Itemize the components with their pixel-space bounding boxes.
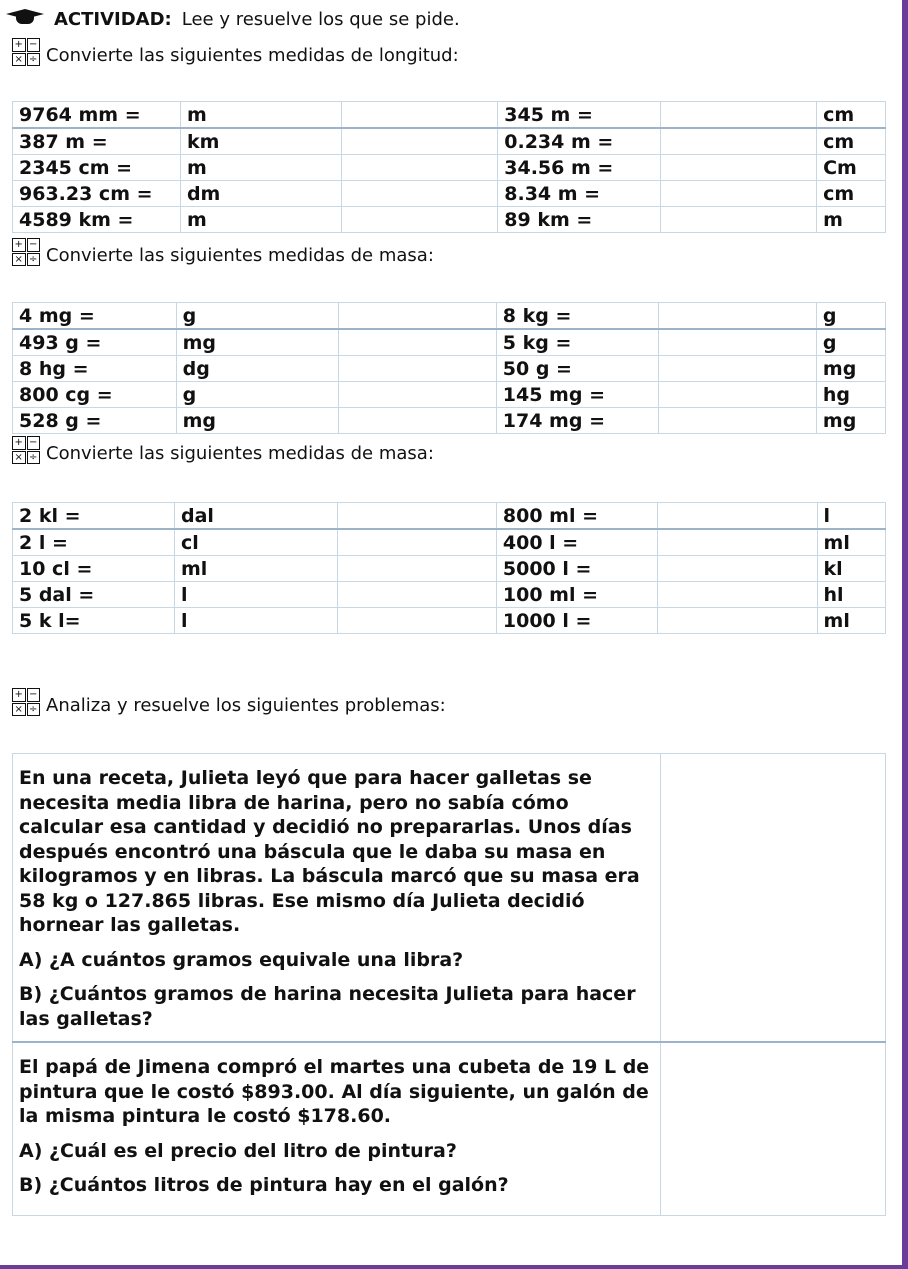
answer-blank[interactable] [341,128,498,155]
target-unit: g [176,382,338,408]
graduation-cap-icon [6,9,46,29]
calculator-icon: + − × ÷ [12,38,40,66]
answer-blank[interactable] [337,582,496,608]
target-unit: dm [180,181,341,207]
section-title-capacity: + − × ÷ Convierte las siguientes medidas de masa: [12,436,434,464]
length-conversion-table [12,101,886,233]
section-title-length: + − × ÷ Convierte las siguientes medidas de longitud: [12,38,459,66]
given-quantity: 400 l = [496,529,657,556]
answer-blank[interactable] [337,529,496,556]
problem-row [13,1042,886,1216]
target-unit: l [175,608,338,634]
target-unit: dal [175,503,338,530]
target-unit: mg [816,408,885,434]
conversion-row [13,303,886,330]
answer-blank[interactable] [658,382,816,408]
problem-statement: El papá de Jimena compró el martes una cubeta de 19 L de pintura que le costó $893.00. Al día siguiente, un galón de la misma pintura le costó $178.60. [19,1056,650,1127]
target-unit: m [817,207,886,233]
answer-blank[interactable] [337,556,496,582]
section-title-mass: + − × ÷ Convierte las siguientes medidas de masa: [12,238,434,266]
conversion-row [13,329,886,356]
problem-question-a: A) ¿A cuántos gramos equivale una libra? [19,948,464,971]
target-unit: Cm [817,155,886,181]
given-quantity: 800 cg = [13,382,177,408]
conversion-row [13,102,886,129]
given-quantity: 1000 l = [496,608,657,634]
target-unit: dg [176,356,338,382]
given-quantity: 345 m = [498,102,660,129]
given-quantity: 2 kl = [13,503,175,530]
answer-blank[interactable] [660,207,817,233]
given-quantity: 34.56 m = [498,155,660,181]
answer-cell[interactable] [661,1042,886,1216]
given-quantity: 9764 mm = [13,102,181,129]
problem-question-cell [13,754,661,1043]
answer-blank[interactable] [658,582,817,608]
target-unit: cm [817,128,886,155]
conversion-row [13,582,886,608]
answer-blank[interactable] [338,356,496,382]
target-unit: mg [176,329,338,356]
given-quantity: 0.234 m = [498,128,660,155]
target-unit: g [816,329,885,356]
conversion-row [13,181,886,207]
target-unit: g [816,303,885,330]
given-quantity: 100 ml = [496,582,657,608]
answer-blank[interactable] [660,155,817,181]
answer-blank[interactable] [658,303,816,330]
given-quantity: 2 l = [13,529,175,556]
conversion-row [13,408,886,434]
section-title-problems: + − × ÷ Analiza y resuelve los siguientes problemas: [12,688,446,716]
problem-question-a: A) ¿Cuál es el precio del litro de pintura? [19,1139,457,1162]
conversion-row [13,356,886,382]
given-quantity: 5000 l = [496,556,657,582]
given-quantity: 2345 cm = [13,155,181,181]
activity-header [6,4,460,34]
conversion-row [13,207,886,233]
answer-blank[interactable] [338,303,496,330]
page-bottom-border [0,1265,908,1269]
problems-table [12,753,886,1216]
answer-blank[interactable] [338,329,496,356]
answer-blank[interactable] [658,408,816,434]
target-unit: ml [817,529,885,556]
activity-instruction: Lee y resuelve los que se pide. [181,8,460,30]
answer-blank[interactable] [658,529,817,556]
given-quantity: 5 k l= [13,608,175,634]
target-unit: l [817,503,885,530]
answer-blank[interactable] [341,102,498,129]
answer-blank[interactable] [337,503,496,530]
answer-blank[interactable] [658,608,817,634]
given-quantity: 5 kg = [496,329,658,356]
target-unit: m [180,207,341,233]
capacity-conversion-table [12,502,886,634]
target-unit: km [180,128,341,155]
given-quantity: 800 ml = [496,503,657,530]
problem-question-cell [13,1042,661,1216]
page-right-border [902,0,908,1269]
target-unit: m [180,102,341,129]
given-quantity: 4589 km = [13,207,181,233]
answer-blank[interactable] [338,408,496,434]
answer-blank[interactable] [658,503,817,530]
target-unit: ml [175,556,338,582]
answer-blank[interactable] [660,128,817,155]
problem-row [13,754,886,1043]
answer-blank[interactable] [341,155,498,181]
given-quantity: 89 km = [498,207,660,233]
problem-statement: En una receta, Julieta leyó que para hacer galletas se necesita media libra de harina, pero no sabía cómo calcular esa cantidad y decidió no prepararlas. Unos días después encontró una báscula que le daba su masa en kilogramos y en libras. La báscula marcó que su masa era 58 kg o 127.865 libras. Ese mismo día Julieta decidió hornear las galletas. [19,767,640,936]
given-quantity: 387 m = [13,128,181,155]
conversion-row [13,608,886,634]
target-unit: mg [816,356,885,382]
given-quantity: 145 mg = [496,382,658,408]
problem-question-b: B) ¿Cuántos gramos de harina necesita Julieta para hacer las galletas? [19,983,636,1030]
target-unit: cm [817,102,886,129]
calculator-icon: + − × ÷ [12,238,40,266]
target-unit: cl [175,529,338,556]
answer-blank[interactable] [658,556,817,582]
given-quantity: 528 g = [13,408,177,434]
given-quantity: 8.34 m = [498,181,660,207]
mass-conversion-table [12,302,886,434]
conversion-row [13,128,886,155]
answer-blank[interactable] [341,181,498,207]
target-unit: m [180,155,341,181]
given-quantity: 963.23 cm = [13,181,181,207]
calculator-icon: + − × ÷ [12,436,40,464]
answer-blank[interactable] [658,329,816,356]
given-quantity: 8 hg = [13,356,177,382]
target-unit: g [176,303,338,330]
given-quantity: 174 mg = [496,408,658,434]
given-quantity: 8 kg = [496,303,658,330]
conversion-row [13,503,886,530]
given-quantity: 4 mg = [13,303,177,330]
target-unit: hl [817,582,885,608]
target-unit: mg [176,408,338,434]
answer-blank[interactable] [337,608,496,634]
conversion-row [13,155,886,181]
activity-label: ACTIVIDAD: [54,8,172,30]
conversion-row [13,382,886,408]
answer-blank[interactable] [660,102,817,129]
conversion-row [13,529,886,556]
answer-blank[interactable] [658,356,816,382]
target-unit: kl [817,556,885,582]
calculator-icon: + − × ÷ [12,688,40,716]
given-quantity: 493 g = [13,329,177,356]
given-quantity: 10 cl = [13,556,175,582]
target-unit: hg [816,382,885,408]
answer-blank[interactable] [660,181,817,207]
answer-cell[interactable] [661,754,886,1043]
target-unit: ml [817,608,885,634]
target-unit: cm [817,181,886,207]
conversion-row [13,556,886,582]
answer-blank[interactable] [338,382,496,408]
answer-blank[interactable] [341,207,498,233]
target-unit: l [175,582,338,608]
given-quantity: 5 dal = [13,582,175,608]
problem-question-b: B) ¿Cuántos litros de pintura hay en el galón? [19,1174,509,1196]
given-quantity: 50 g = [496,356,658,382]
